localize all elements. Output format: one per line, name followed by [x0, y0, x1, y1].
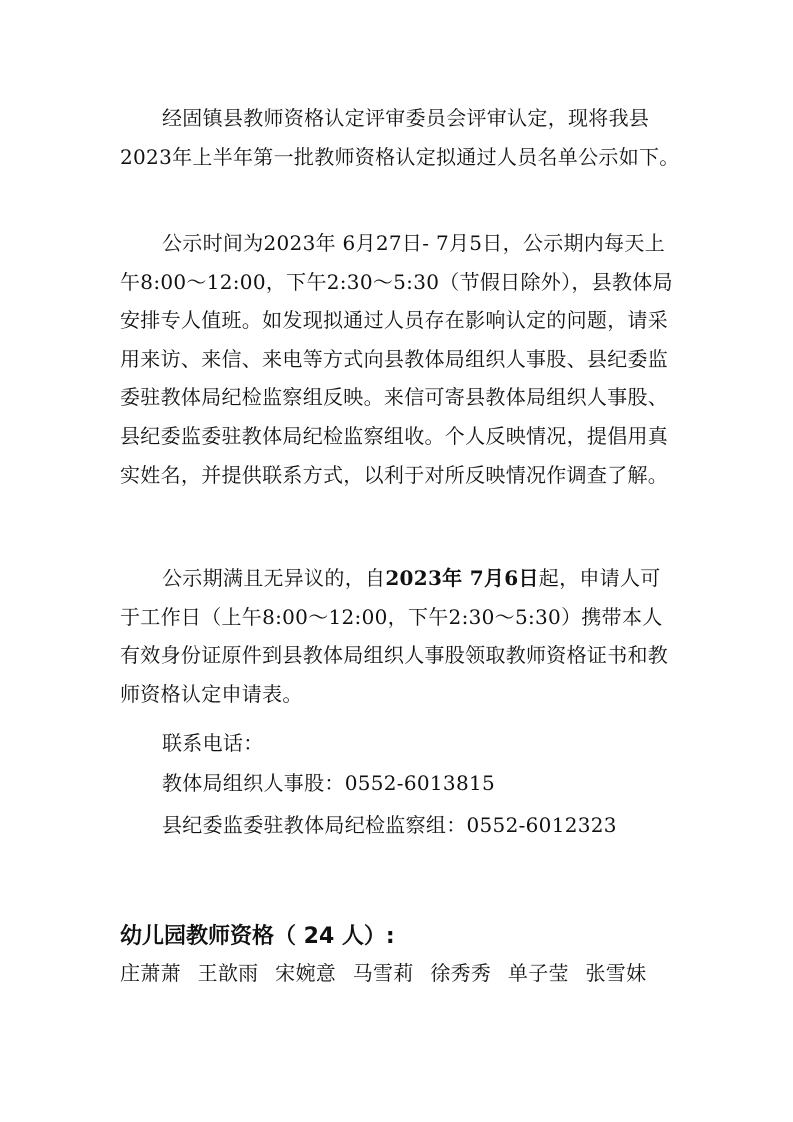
contact-label: 联系电话： [162, 731, 264, 755]
publicity-period-paragraph: 公示时间为2023年 6月27日- 7月5日，公示期内每天上午8:00～12:00，下午2:30～5:30（节假日除外），县教体局安排专人值班。如发现拟通过人员存在影响认定的问题，请采用来访、来信、来电等方式向县教体局组织人事股、县纪委监委驻教体局纪检监察组反映。来信可寄县教体局组织人事股、县纪委监委驻教体局纪检监察组收。个人反映情况，提倡用真实姓名，并提供联系方式，以利于对所反映情况作调查了解。 [120, 231, 673, 487]
intro-paragraph: 经固镇县教师资格认定评审委员会评审认定，现将我县2023年上半年第一批教师资格认定拟通过人员名单公示如下。 [120, 106, 680, 169]
collection-start-date: 2023年 7月6日 [385, 566, 539, 590]
name-item: 王歆雨 [197, 961, 259, 985]
kindergarten-section-title: 幼儿园教师资格（ 24 人）: [120, 924, 395, 949]
kindergarten-name-list [120, 956, 656, 990]
collection-text-before: 公示期满且无异议的，自 [162, 566, 386, 590]
name-item: 单子莹 [507, 961, 569, 985]
contact-phone-discipline: 县纪委监委驻教体局纪检监察组：0552-6012323 [162, 813, 617, 837]
certificate-collection-paragraph [120, 559, 680, 713]
collection-text-after: 起，申请人可于工作日（上午8:00～12:00，下午2:30～5:30）携带本人有效身份证原件到县教体局组织人事股领取教师资格证书和教师资格认定申请表。 [120, 566, 669, 706]
name-item: 马雪莉 [352, 961, 414, 985]
name-item: 宋婉意 [275, 961, 337, 985]
name-item: 徐秀秀 [430, 961, 492, 985]
name-item: 庄萧萧 [120, 961, 181, 985]
name-item: 张雪妹 [585, 961, 647, 985]
contact-phone-personnel: 教体局组织人事股：0552-6013815 [162, 771, 496, 795]
